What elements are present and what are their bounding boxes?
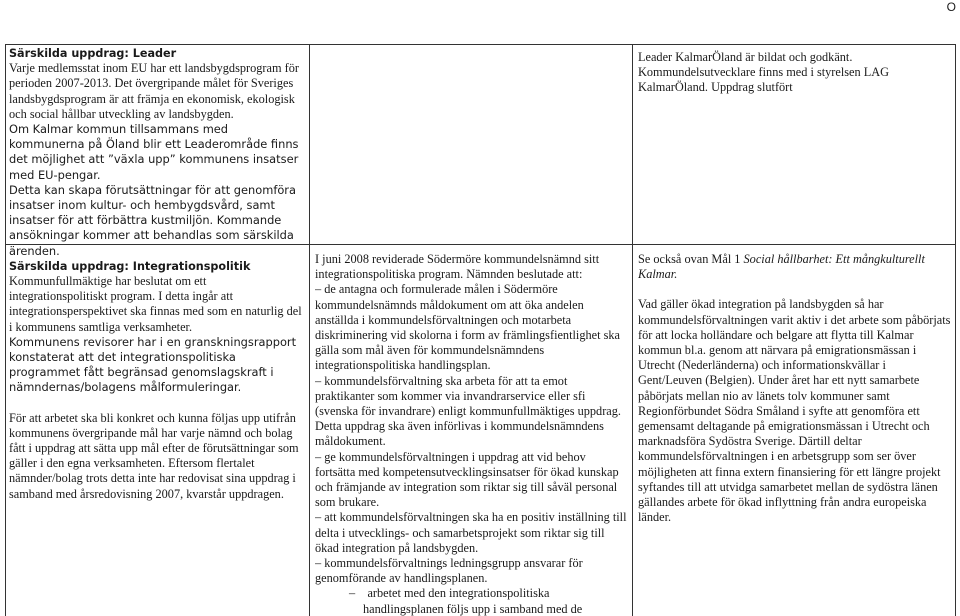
integration-paragraph-2: Kommunens revisorer har i en granskningsrapport konstaterat att det integrationspolitiska programmet fått begränsad genomslagskraft i nämndernas/bolagens målformuleringar. (9, 334, 297, 395)
heading-leader: Särskilda uppdrag: Leader (9, 47, 177, 60)
integration-paragraph-3: För att arbetet ska bli konkret och kunna följas upp utifrån kommunens övergripande mål har varje nämnd och bolag fått i uppdrag att sätta upp mål efter de förutsättningar som gäller i den egna verksamheten. Eftersom flertalet nämnder/bolag trots detta inte har redovisat sina uppdrag i samband med årsredovisning 2007, kvarstår uppdragen. (9, 410, 299, 501)
see-also (638, 252, 952, 282)
cell-decision (315, 252, 628, 616)
decision-item: – kommundelsförvaltnings ledningsgrupp ansvarar för genomförande av handlingsplanen. (315, 556, 583, 586)
decision-intro: I juni 2008 reviderade Södermöre kommundelsnämnd sitt integrationspolitiska program. Nämnden beslutade att: (315, 252, 600, 282)
table-left-border (5, 44, 6, 616)
cell-assignments (9, 46, 306, 616)
decision-item: – de antagna och formulerade målen i Södermöre kommundelsnämnds måldokument om att öka andelen anställda i kommundelsförvaltningen och motarbeta diskriminering vid skolorna i form av främlingsfientlighet ska gälla som mål även för kommundelsnämndens integrationspolitiska handlingsplan. (315, 282, 620, 373)
leader-detail: Detta kan skapa förutsättningar för att genomföra insatser inom kultur- och hembygdsvård, samt insatser för att förbättra kustmiljön. Kommande ansökningar kommer att behandlas som särskilda ärenden. (9, 182, 296, 258)
decision-item: – kommundelsförvaltning ska arbeta för att ta emot praktikanter som kommer via invandrarservice eller sfi (svenska för invandrare) enligt kommunfullmäktiges uppdrag. Detta uppdrag ska även införlivas i kommundelsnämndens måldokument. (315, 373, 621, 449)
see-also-prefix: Se också ovan Mål 1 (638, 252, 744, 266)
cell-integration-result (638, 252, 952, 616)
integration-answer: Vad gäller ökad integration på landsbygden så har kommundelsförvaltningen varit aktiv i det arbete som påbörjats för att locka holländare och belgare att flytta till Kalmar kommun bl.a. genom att närvara på emigrationsmässan i Utrecht (Nederländerna) och informationskvällar i Gent/Leuven (Belgien). Under året har ett nytt samarbete påbörjats mellan nio av länets tolv kommuner samt Regionförbundet Södra Småland i syfte att genomföra ett gemensamt deltagande på emigrationsmässan i Utrecht och marknadsföra Sydöstra Sverige. Därtill deltar kommundelsförvaltningen i en arbetsgrupp som ser över möjligheten att finna extern finansiering för ett längre projekt syftandes till att utvidga samarbetet mellan de sydöstra länen gällandes arbete för ökad inflyttning från andra europeiska länder. (638, 297, 951, 525)
table-column-divider-2 (632, 44, 633, 616)
heading-integration: Särskilda uppdrag: Integrationspolitik (9, 259, 251, 273)
leader-intro: Varje medlemsstat inom EU har ett landsbygdsprogram för perioden 2007-2013. Det övergripande målet för Sveriges landsbygdsprogram är att främja en ekonomisk, ekologisk och social hållbar utveckling av landsbygden. (9, 61, 299, 121)
see-also-reference: Social hållbarhet: Ett mångkulturellt Kalmar. (638, 252, 925, 282)
integration-paragraph-1: Kommunfullmäktige har beslutat om ett integrationspolitiskt program. I detta ingår att integrationsperspektivet ska finnas med som en naturlig del i kommunens samtliga verksamheter. (9, 274, 302, 334)
table-column-divider-1 (309, 44, 310, 616)
sub-item-dash: – (349, 586, 356, 601)
table-right-border (955, 44, 956, 616)
decision-item: – ge kommundelsförvaltningen i uppdrag att vid behov fortsätta med kompetensutvecklingsinsatser för ökad kunskap och främjande av integration som riktar sig till såväl personal som brukare. (315, 449, 619, 510)
decision-sub-item (315, 586, 628, 616)
leader-status: Leader KalmarÖland är bildat och godkänt. Kommundelsutvecklare finns med i styrelsen LAG KalmarÖland. Uppdrag slutfört (638, 50, 890, 95)
page-marker: O (946, 0, 956, 14)
decision-item: – att kommundelsförvaltningen ska ha en positiv inställning till delta i utvecklings- och samarbetsprojekt som riktar sig till ökad integration på landsbygden. (315, 510, 627, 555)
leader-kalmar: Om Kalmar kommun tillsammans med kommunerna på Öland blir ett Leaderområde finns det möjlighet att ”växla upp” kommunens insatser med EU-pengar. (9, 122, 299, 182)
cell-leader-status (638, 50, 952, 240)
sub-item-text: arbetet med den integrationspolitiska handlingsplanen följs upp i samband med de (363, 586, 583, 616)
table-top-border (5, 44, 956, 45)
